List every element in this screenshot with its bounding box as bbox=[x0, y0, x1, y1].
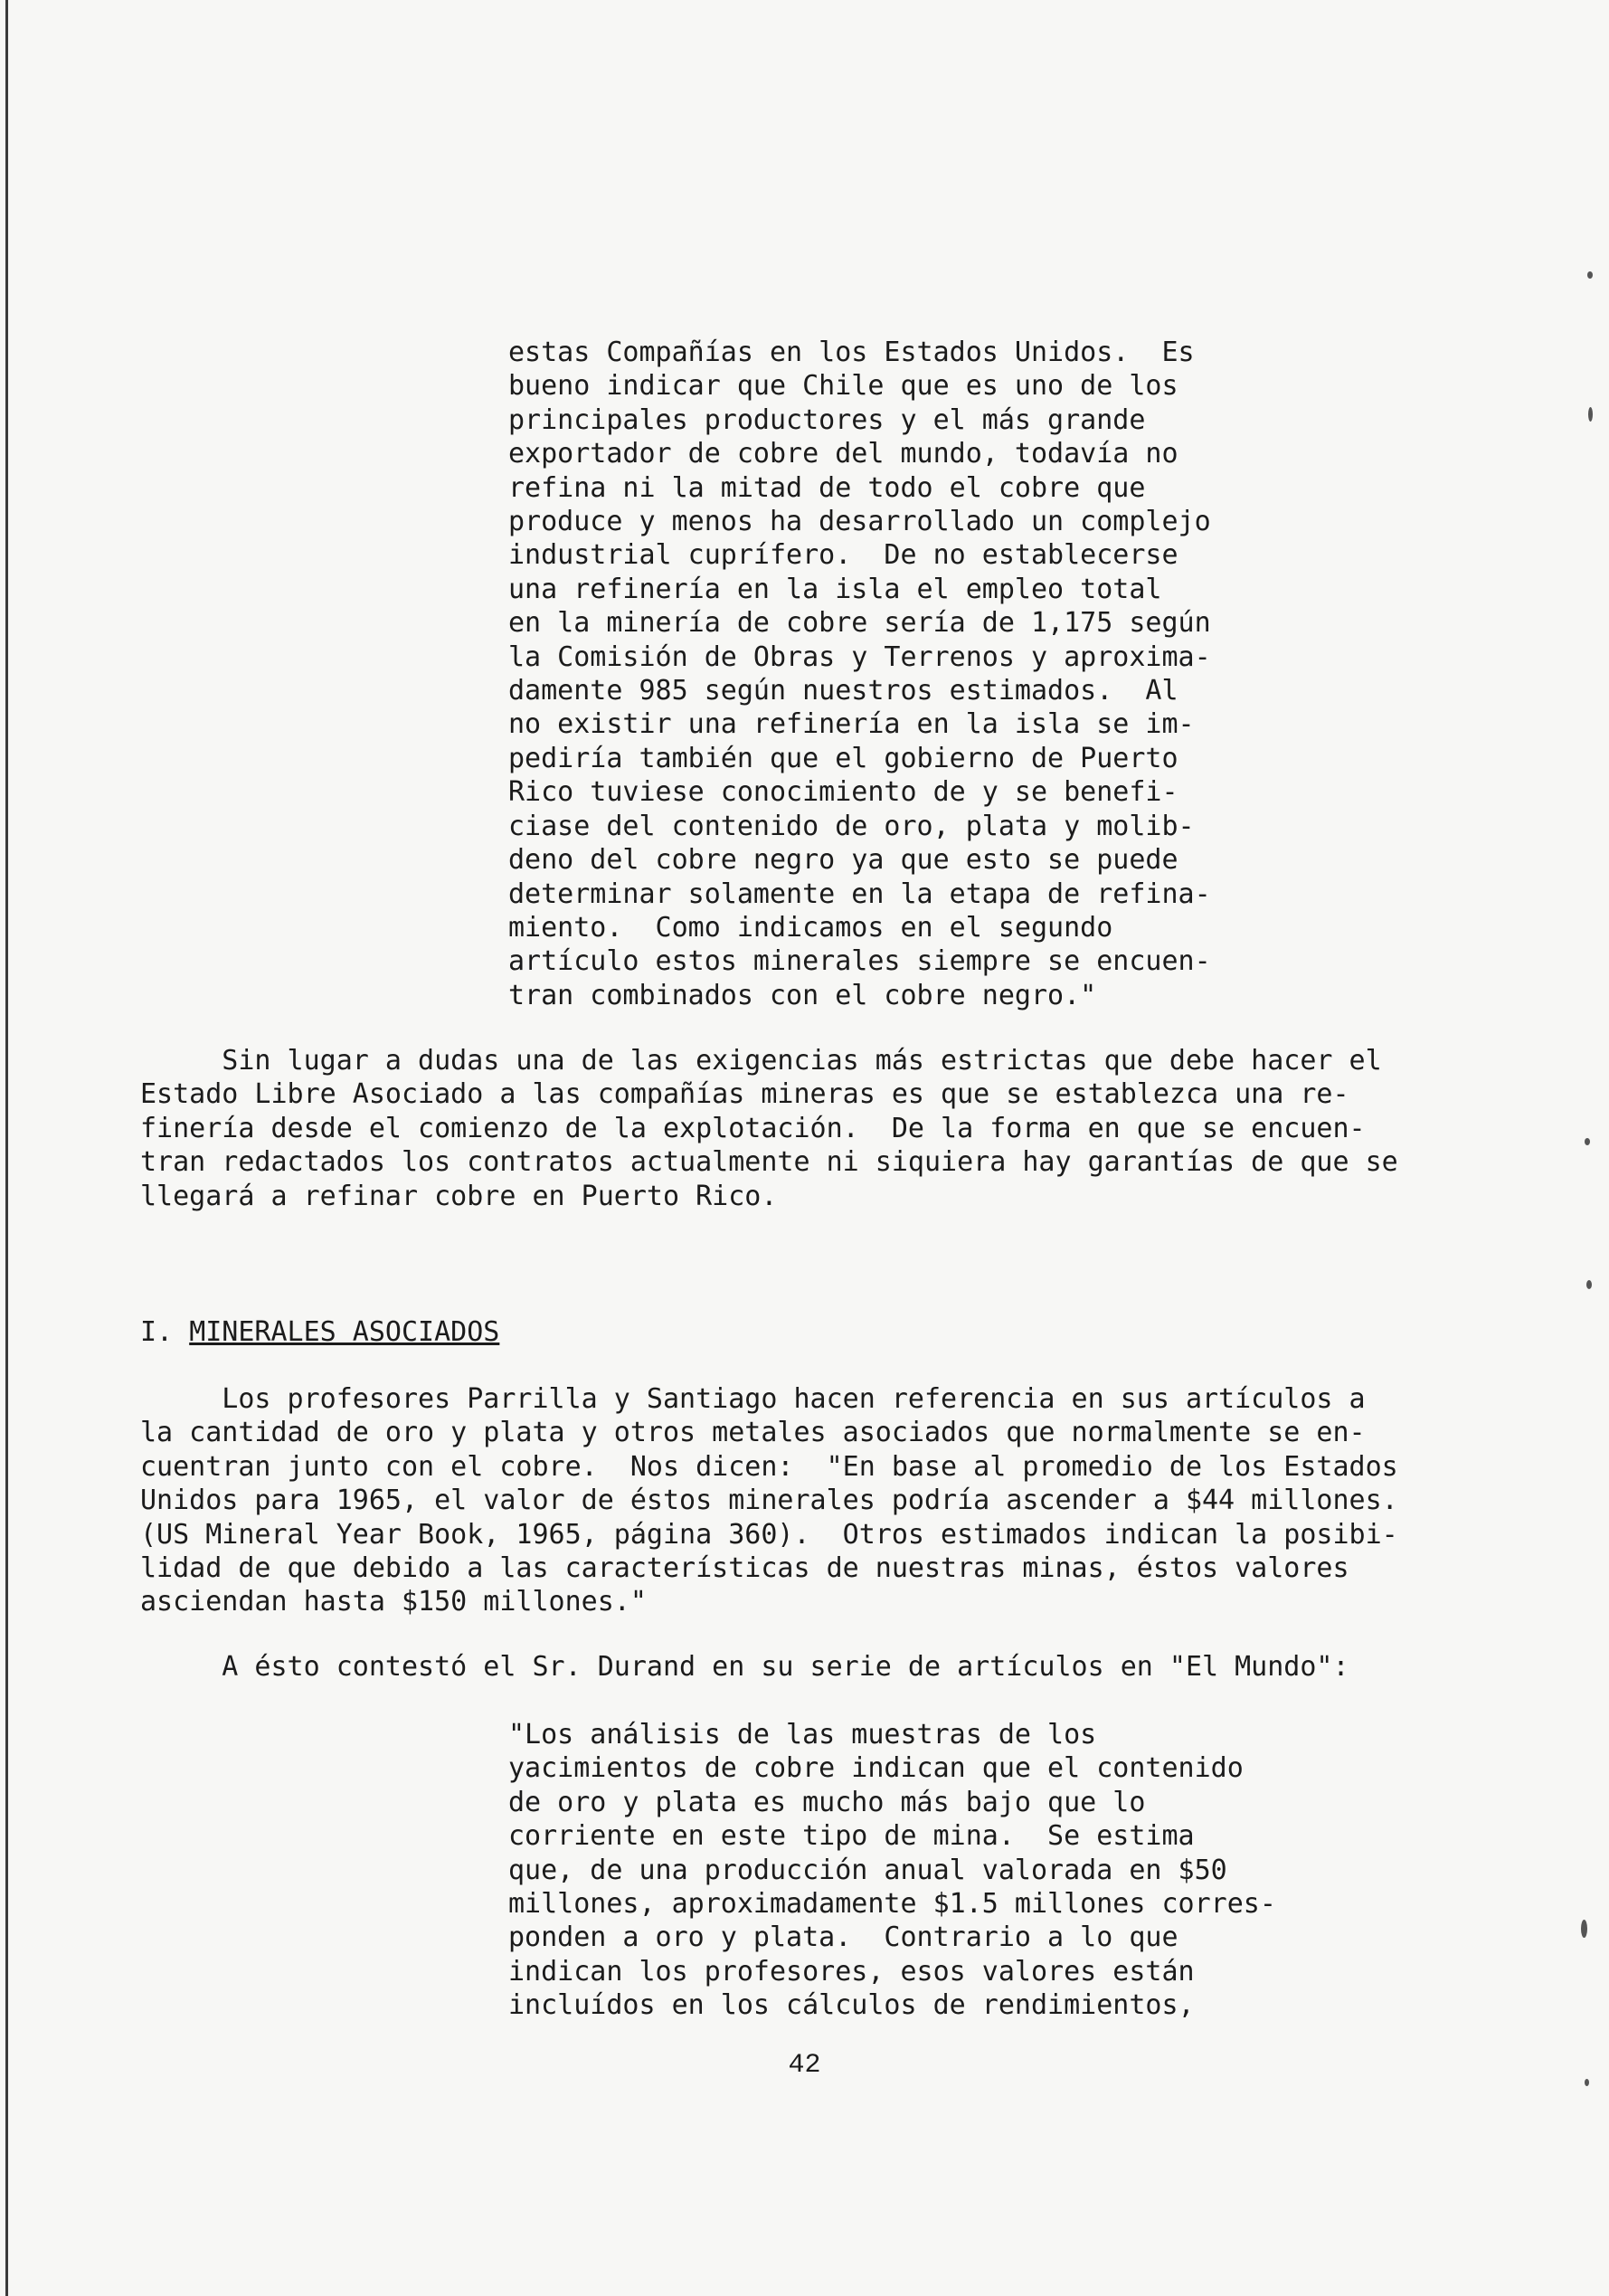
scan-speck bbox=[1588, 407, 1593, 422]
block-quote-durand bbox=[508, 1718, 1276, 2023]
scan-speck bbox=[1585, 1138, 1590, 1145]
paragraph-associated-metals bbox=[140, 1382, 1398, 1619]
section-heading bbox=[140, 1315, 499, 1349]
paragraph-text: Los profesores Parrilla y Santiago hacen referencia en sus artículos a la cantidad de oro y plata y otros metales asociados que normalmente se en- cuentran junto con el cobre. Nos dicen: "En base al promedio de los Estados Unidos para 1965, el valor de éstos minerales podría ascender a $44 millones. (US Mineral Year Book, 1965, página 360). Otros estimados indican la posibi- lidad de que debido a las características de nuestras minas, éstos valores asciendan hasta $150 millones." bbox=[140, 1383, 1398, 1618]
scan-speck bbox=[1585, 2079, 1589, 2086]
scan-speck bbox=[1586, 1280, 1592, 1289]
paragraph-text: Sin lugar a dudas una de las exigencias más estrictas que debe hacer el Estado Libre Asociado a las compañías mineras es que se establezca una re- finería desde el comienzo de la explotación. De la forma en que se encuen- tran redactados los contratos actualmente ni siquiera hay garantías de que se llegará a refinar cobre en Puerto Rico. bbox=[140, 1045, 1398, 1212]
scan-speck bbox=[1587, 271, 1593, 279]
quote-text: "Los análisis de las muestras de los yacimientos de cobre indican que el contenido de oro y plata es mucho más bajo que lo corriente en este tipo de mina. Se estima que, de una producción anual valorada en $50 millones, aproximadamente $1.5 millones corres- ponden a oro y plata. Contrario a lo que indican los profesores, esos valores están incluídos en los cálculos de rendimientos, bbox=[508, 1719, 1276, 2022]
page-number: 42 bbox=[788, 2050, 821, 2081]
section-title: MINERALES ASOCIADOS bbox=[189, 1316, 500, 1348]
page-edge bbox=[5, 0, 8, 2296]
paragraph-refinery-requirement bbox=[140, 1044, 1398, 1213]
paragraph-durand-reply bbox=[140, 1650, 1349, 1684]
quote-text: estas Compañías en los Estados Unidos. Es bueno indicar que Chile que es uno de los principales productores y el más grande exportador de cobre del mundo, todavía no refina ni la mitad de todo el cobre que produce y menos ha desarrollado un complejo industrial cuprífero. De no establecerse una refinería en la isla el empleo total en la minería de cobre sería de 1,175 según la Comisión de Obras y Terrenos y aproxima- damente 985 según nuestros estimados. Al no existir una refinería en la isla se im- pediría también que el gobierno de Puerto Rico tuviese conocimiento de y se benefi- ciase del contenido de oro, plata y molib- deno del cobre negro ya que esto se puede determinar solamente en la etapa de refina- miento. Como indicamos en el segundo artículo estos minerales siempre se encuen- tran combinados con el cobre negro." bbox=[508, 337, 1211, 1011]
block-quote-chile-refining bbox=[508, 336, 1211, 1012]
paragraph-text: A ésto contestó el Sr. Durand en su serie de artículos en "El Mundo": bbox=[140, 1651, 1349, 1683]
scan-speck bbox=[1581, 1920, 1587, 1938]
section-number: I. bbox=[140, 1316, 190, 1348]
